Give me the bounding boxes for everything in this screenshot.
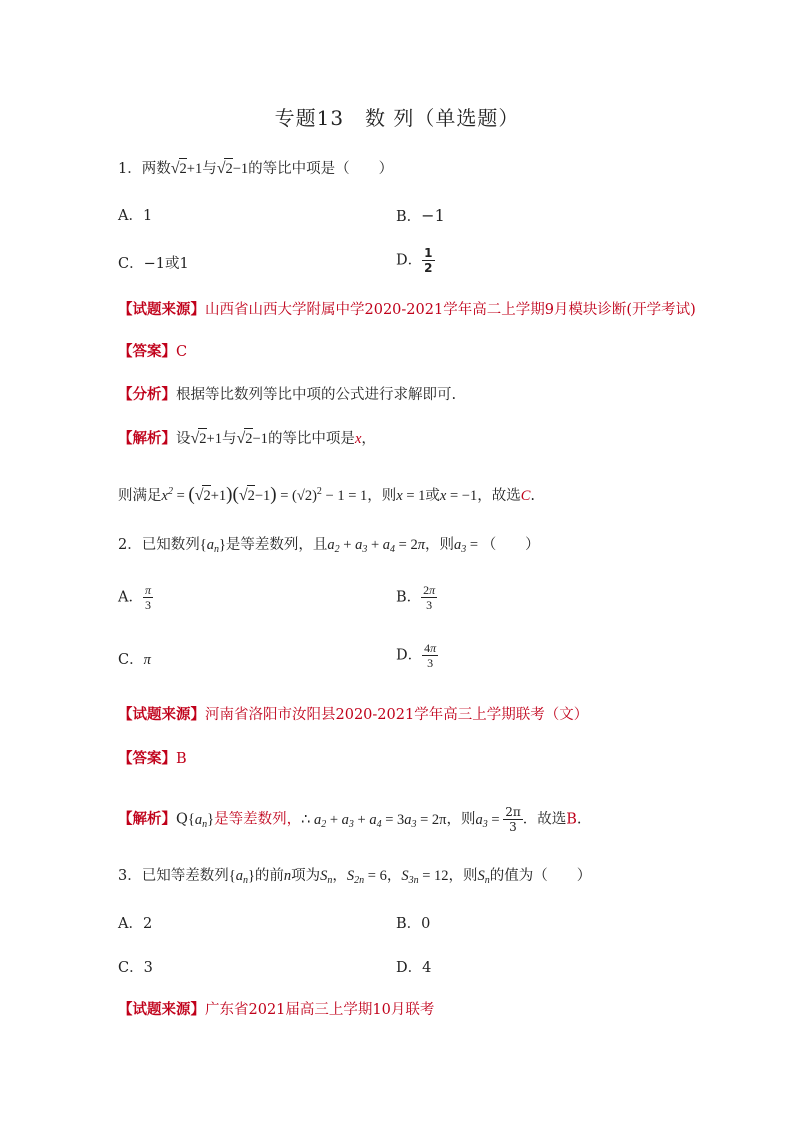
q1-answer	[118, 342, 187, 362]
solution-text: ．故选	[522, 811, 567, 828]
question-text: 的前	[254, 868, 284, 884]
fraction: $\frac{2\pi}{3}$	[505, 805, 521, 834]
q3-option-b: B．0	[396, 916, 431, 932]
math-expression: √2+1	[190, 430, 222, 447]
math-expression: $a_3$ =	[475, 811, 504, 830]
solution-text: ，	[361, 431, 376, 447]
solution-text: ，则	[446, 811, 476, 828]
solution-text: 则满足	[118, 488, 162, 504]
solution-text: ，故选	[477, 488, 521, 504]
solution-text: .	[530, 488, 535, 504]
page-title: 专题13 数 列（单选题）	[274, 106, 520, 130]
solution-text: 设	[176, 431, 191, 447]
q1-source	[118, 300, 696, 320]
math-expression: $a_3$ =	[454, 537, 482, 555]
answer-value: C	[176, 344, 188, 360]
q3-option-c: C．3	[118, 960, 153, 976]
source-tag: 【试题来源】	[118, 706, 205, 723]
question-text: 的等比中项是（ ）	[248, 161, 394, 177]
q2-answer	[118, 749, 187, 769]
analysis-text: 根据等比数列等比中项的公式进行求解即可.	[176, 387, 457, 403]
math-expression: √2+1	[170, 160, 203, 177]
math-expression: $\{a_n\}$	[199, 537, 226, 555]
source-text: 山西省山西大学附属中学2020-2021学年高二上学期9月模块诊断(开学考试)	[205, 302, 696, 318]
math-expression: $x^2 = (√2+1)(√2-1) = (√2)^2 - 1 = 1$	[161, 484, 368, 505]
math-expression: ∴ $a_2 + a_3 + a_4 = 3a_3 = 2\pi$	[301, 811, 447, 830]
option-value: π	[143, 652, 151, 668]
q3-source	[118, 1000, 434, 1020]
question-text: 是等差数列，且	[225, 537, 328, 553]
solution-text: 的等比中项是	[267, 431, 355, 447]
question-3	[118, 866, 591, 891]
question-text: 两数	[141, 161, 171, 177]
math-expression: x = −1	[439, 488, 478, 504]
question-number: 3．	[118, 868, 142, 884]
math-expression: $S_{3n} = 12$	[401, 868, 449, 886]
source-text: 广东省2021届高三上学期10月联考	[205, 1002, 435, 1018]
option-value: −1	[421, 206, 445, 225]
q1-option-b	[396, 206, 445, 227]
math-expression: $a_2 + a_3 + a_4 = 2\pi$	[327, 537, 425, 555]
option-label: D．	[396, 252, 423, 269]
option-label: A．	[118, 589, 143, 606]
source-tag: 【试题来源】	[118, 301, 205, 318]
option-label: C．	[118, 652, 144, 668]
math-expression: $\{a_n\}$	[187, 811, 215, 830]
question-number: 2．	[118, 537, 142, 553]
question-text: ，	[332, 868, 347, 884]
question-text: 已知数列	[141, 537, 200, 553]
source-text: 河南省洛阳市汝阳县2020-2021学年高三上学期联考（文）	[205, 707, 589, 723]
variable: x	[354, 431, 362, 447]
question-text: ，则	[448, 868, 478, 884]
answer-tag: 【答案】	[118, 343, 176, 360]
q1-option-c: C．−1或1	[118, 256, 189, 272]
math-expression: $\{a_n\}$	[228, 868, 255, 886]
q1-option-a: A．1	[118, 208, 153, 224]
question-2	[118, 535, 540, 560]
fraction: $\frac{1}{2}$	[424, 246, 433, 275]
question-text: 已知等差数列	[141, 868, 229, 884]
solution-text: Q	[176, 811, 188, 828]
solution-text: 与	[221, 431, 237, 447]
q3-option-a: A．2	[118, 916, 153, 932]
answer-choice: C	[520, 488, 531, 504]
solution-tag: 【解析】	[118, 430, 176, 447]
q2-solution	[118, 805, 581, 835]
question-text: 项为	[291, 868, 321, 884]
question-1	[118, 158, 393, 179]
answer-tag: 【答案】	[118, 750, 176, 767]
q2-option-c	[118, 650, 151, 670]
q1-solution	[118, 428, 376, 449]
solution-tag: 【解析】	[118, 810, 176, 828]
analysis-tag: 【分析】	[118, 386, 176, 403]
fraction: $\frac{4\pi}{3}$	[424, 641, 437, 670]
math-expression: $S_n$	[477, 868, 490, 886]
source-tag: 【试题来源】	[118, 1001, 205, 1018]
option-label: B．	[396, 589, 422, 606]
math-expression: x = 1	[396, 488, 426, 504]
solution-text: 或	[425, 488, 440, 504]
answer-choice: B	[566, 811, 577, 828]
question-text: ，则	[425, 537, 454, 553]
fraction: $\frac{2\pi}{3}$	[423, 583, 436, 612]
answer-value: B	[176, 751, 187, 767]
math-expression: √2−1	[216, 160, 249, 177]
q1-option-d	[396, 246, 435, 275]
q3-option-d: D．4	[396, 960, 432, 976]
math-expression: $S_{2n} = 6$	[346, 868, 387, 886]
q2-option-a	[118, 583, 153, 612]
q2-source	[118, 705, 588, 725]
question-number: 1．	[118, 161, 142, 177]
math-expression: √2−1	[236, 430, 268, 447]
question-text: 与	[202, 161, 217, 177]
solution-text: 是等差数列，	[214, 811, 302, 828]
solution-text: .	[576, 811, 582, 828]
solution-text: ，则	[367, 488, 397, 504]
question-text: 的值为（ ）	[489, 868, 592, 884]
question-text: （ ）	[481, 537, 540, 553]
q2-option-d	[396, 641, 438, 670]
q2-option-b	[396, 583, 437, 612]
math-expression: $S_n$	[320, 868, 333, 886]
option-label: D．	[396, 647, 423, 664]
question-text: ，	[386, 868, 402, 884]
q1-analysis	[118, 385, 456, 405]
math-expression: n	[283, 868, 292, 884]
q1-solution-2	[118, 482, 535, 506]
option-label: B．	[396, 209, 422, 225]
fraction: $\frac{\pi}{3}$	[144, 583, 151, 612]
